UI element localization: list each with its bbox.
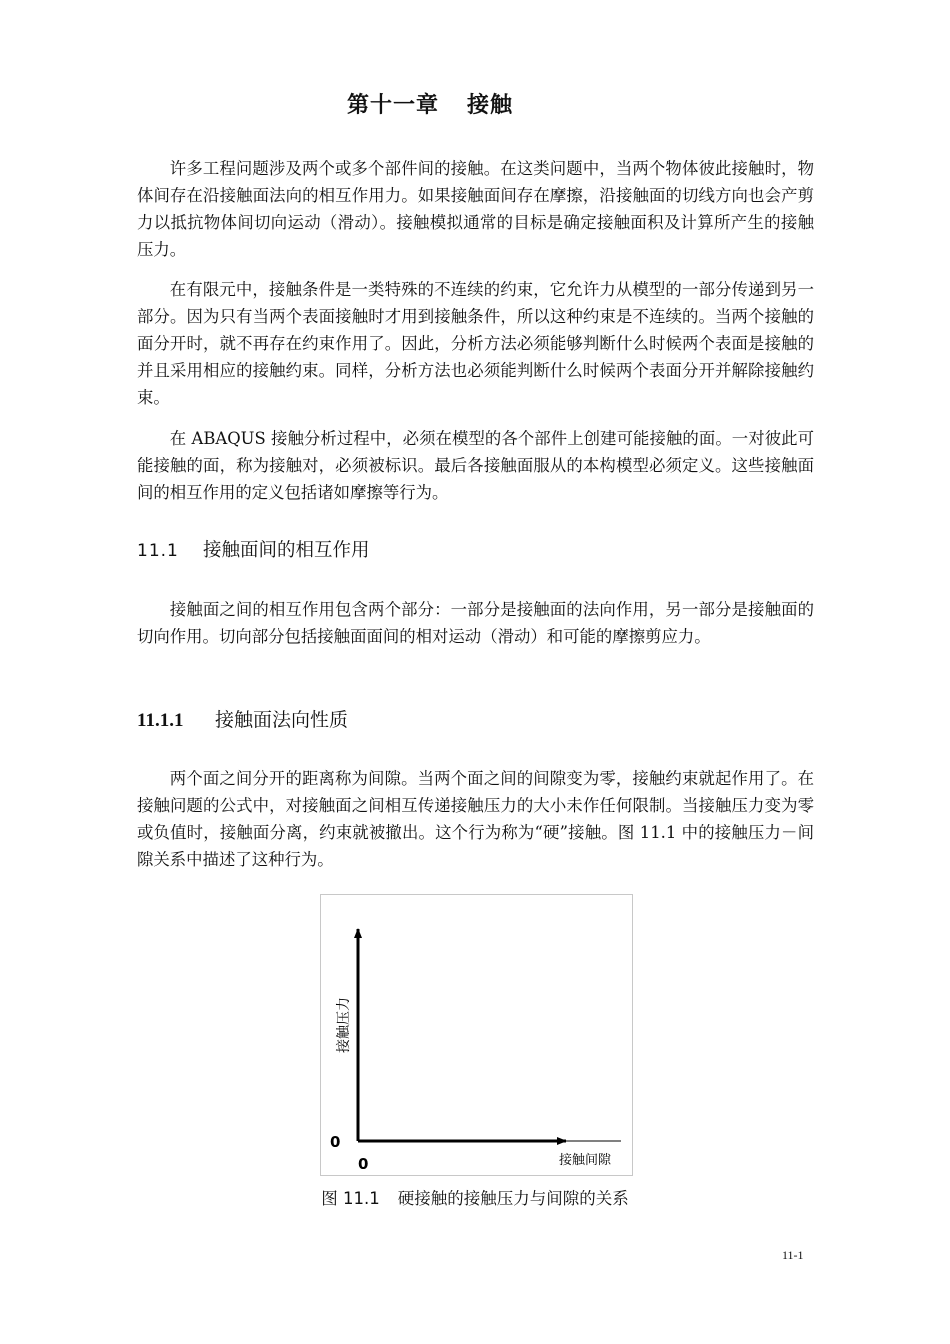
- x-axis-label: 接触间隙: [559, 1153, 612, 1168]
- chart-svg: [321, 895, 632, 1175]
- subsection-title: 接触面法向性质: [215, 709, 349, 731]
- page-number: 11-1: [782, 1248, 804, 1262]
- y-origin-tick-label: 0: [330, 1133, 341, 1151]
- section-heading: [137, 536, 370, 562]
- chapter-title: [0, 88, 860, 119]
- subsection-heading: [137, 705, 348, 732]
- section-title: 接触面间的相互作用: [203, 540, 370, 561]
- paragraph-interaction: 接触面之间的相互作用包含两个部分：一部分是接触面的法向作用，另一部分是接触面的切向作用。切向部分包括接触面面间的相对运动（滑动）和可能的摩擦剪应力。: [137, 600, 814, 646]
- paragraph-normal: 两个面之间分开的距离称为间隙。当两个面之间的间隙变为零，接触约束就起作用了。在接触问题的公式中，对接触面之间相互传递接触压力的大小未作任何限制。当接触压力变为零或负值时，接触面分离，约束就被撤出。这个行为称为“硬”接触。图 11.1 中的接触压力－间隙关系中描述了这种行为。: [137, 769, 814, 869]
- chapter-name: 接触: [467, 93, 514, 118]
- section-number: 11.1: [137, 541, 179, 561]
- y-axis-label: 接触压力: [336, 997, 352, 1053]
- x-origin-tick-label: 0: [358, 1155, 369, 1173]
- figure-number: 图 11.1: [321, 1189, 380, 1208]
- paragraph-intro: 许多工程问题涉及两个或多个部件间的接触。在这类问题中，当两个物体彼此接触时，物体间存在沿接触面法向的相互作用力。如果接触面间存在摩擦，沿接触面的切线方向也会产剪力以抵抗物体间切向运动（滑动）。接触模拟通常的目标是确定接触面积及计算所产生的接触压力。: [137, 159, 814, 259]
- figure-caption-text: 硬接触的接触压力与间隙的关系: [397, 1189, 629, 1208]
- subsection-number: 11.1.1: [137, 710, 184, 731]
- figure-chart: [320, 894, 633, 1176]
- chapter-number: 第十一章: [346, 93, 439, 118]
- figure-caption: [0, 1185, 950, 1209]
- paragraph-fem: 在有限元中，接触条件是一类特殊的不连续的约束，它允许力从模型的一部分传递到另一部分。因为只有当两个表面接触时才用到接触条件，所以这种约束是不连续的。当两个接触的面分开时，就不再存在约束作用了。因此，分析方法必须能够判断什么时候两个表面是接触的并且采用相应的接触约束。同样，分析方法也必须能判断什么时候两个表面分开并解除接触约束。: [137, 280, 814, 407]
- paragraph-abaqus: 在 ABAQUS 接触分析过程中，必须在模型的各个部件上创建可能接触的面。一对彼此可能接触的面，称为接触对，必须被标识。最后各接触面服从的本构模型必须定义。这些接触面间的相互作用的定义包括诸如摩擦等行为。: [137, 429, 814, 502]
